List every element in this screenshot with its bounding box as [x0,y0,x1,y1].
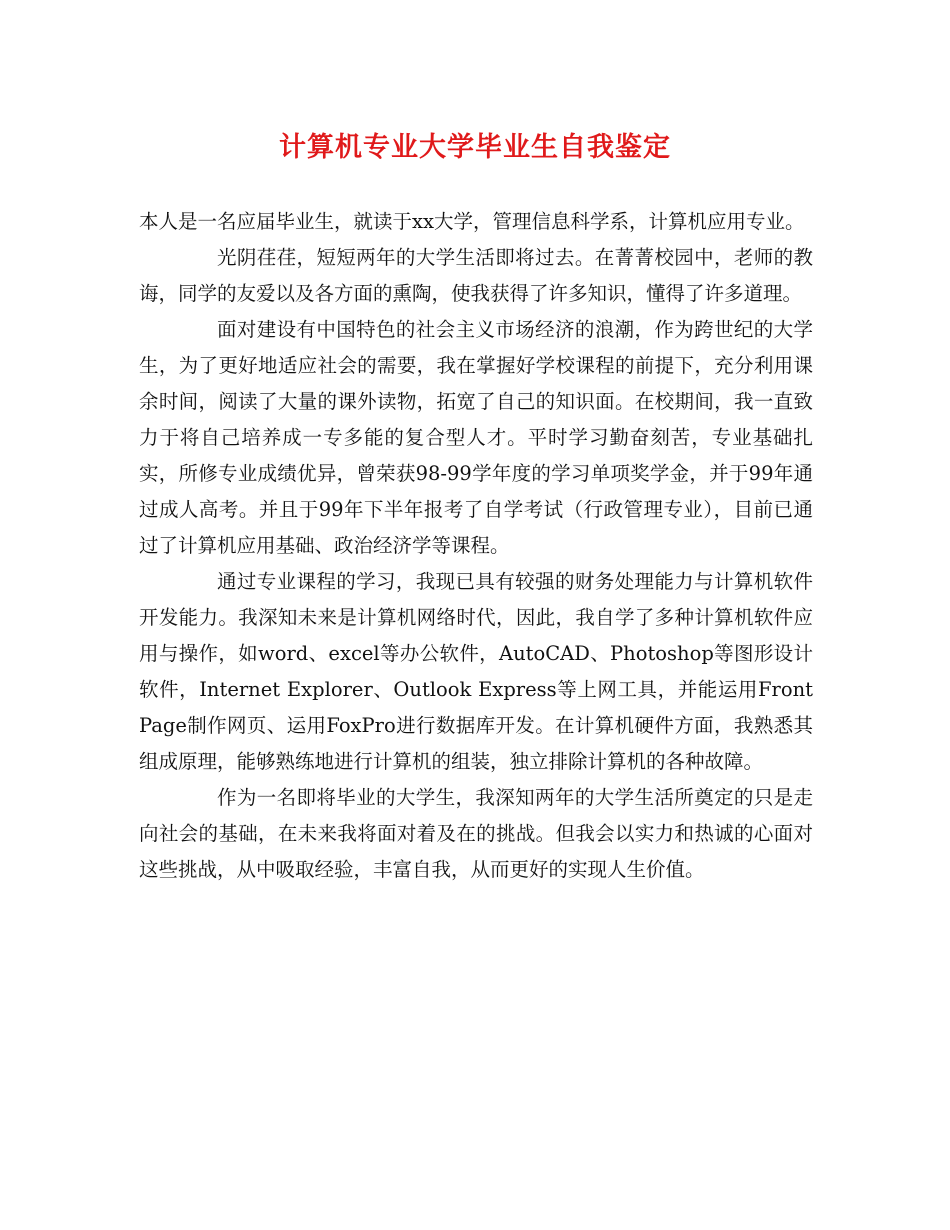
paragraph-studies: 面对建设有中国特色的社会主义市场经济的浪潮，作为跨世纪的大学生，为了更好地适应社会的需要，我在掌握好学校课程的前提下，充分利用课余时间，阅读了大量的课外读物，拓宽了自己的知识面。在校期间，我一直致力于将自己培养成一专多能的复合型人才。平时学习勤奋刻苦，专业基础扎实，所修专业成绩优异，曾荣获98-99学年度的学习单项奖学金，并于99年通过成人高考。并且于99年下半年报考了自学考试（行政管理专业），目前已通过了计算机应用基础、政治经济学等课程。 [139,318,813,557]
document-body [139,204,813,888]
paragraph-time-passing: 光阴荏荏，短短两年的大学生活即将过去。在菁菁校园中，老师的教诲，同学的友爱以及各方面的熏陶，使我获得了许多知识，懂得了许多道理。 [139,246,813,305]
paragraph-conclusion: 作为一名即将毕业的大学生，我深知两年的大学生活所奠定的只是走向社会的基础，在未来我将面对着及在的挑战。但我会以实力和热诚的心面对这些挑战，从中吸取经验，丰富自我，从而更好的实现人生价值。 [139,786,813,881]
paragraph-intro: 本人是一名应届毕业生，就读于xx大学，管理信息科学系，计算机应用专业。 [139,210,805,233]
document-title: 计算机专业大学毕业生自我鉴定 [279,132,671,163]
paragraph-computer-skills: 通过专业课程的学习，我现已具有较强的财务处理能力与计算机软件开发能力。我深知未来是计算机网络时代，因此，我自学了多种计算机软件应用与操作，如word、excel等办公软件，AutoCAD、Photoshop等图形设计软件，Internet Explorer、Outlook Express等上网工具，并能运用FrontPage制作网页、运用FoxPro进行数据库开发。在计算机硬件方面，我熟悉其组成原理，能够熟练地进行计算机的组装，独立排除计算机的各种故障。 [139,570,813,773]
